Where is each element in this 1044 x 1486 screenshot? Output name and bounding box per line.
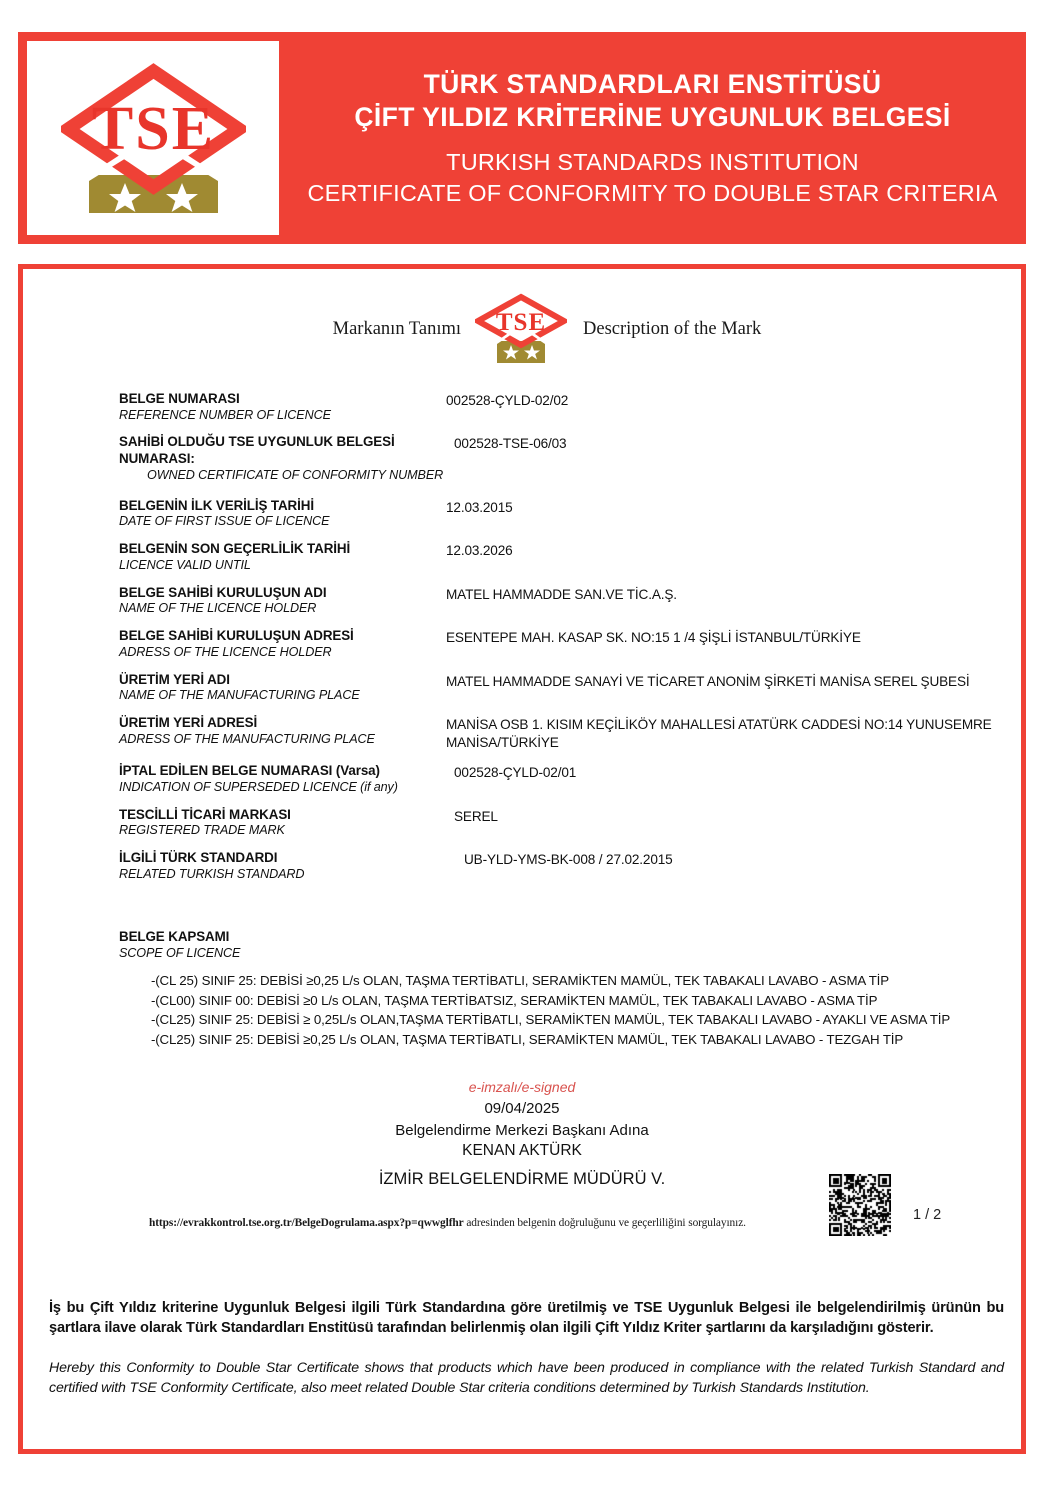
field-label-tr: ÜRETİM YERİ ADRESİ [119, 715, 258, 731]
bottom-notice-turkish: İş bu Çift Yıldız kriterine Uygunluk Belgesi ilgili Türk Standardına göre üretilmiş ve TSE Uygunluk Belgesi ile belgelendirilmiş ürünün bu şartlara ilave olarak Türk Standardları Enstitüsü tarafından belirlenmiş olan ilgili Çift Yıldız Kriter şartlarını da karşıladığını gösterir. [49, 1300, 1004, 1336]
field-label-en: REGISTERED TRADE MARK [119, 823, 285, 838]
field-label-en: INDICATION OF SUPERSEDED LICENCE (if any) [119, 779, 398, 794]
field-label-group [119, 498, 446, 530]
scope-item: -(CL00) SINIF 00: DEBİSİ ≥0 L/s OLAN, TAŞMA TERTİBATSIZ, SERAMİKTEN MAMÜL, TEK TABAKALI LAVABO - ASMA TİP [151, 992, 878, 1008]
field-label-tr: BELGENİN SON GEÇERLİLİK TARİHİ [119, 541, 351, 557]
verification-instruction: adresinden belgenin doğruluğunu ve geçerliliğini sorgulayınız. [463, 1217, 746, 1229]
field-label-group [119, 807, 446, 839]
signature-on-behalf-of: Belgelendirme Merkezi Başkanı Adına [395, 1122, 649, 1139]
field-value: UB-YLD-YMS-BK-008 / 27.02.2015 [464, 851, 673, 867]
field-first-issue-date [119, 498, 999, 530]
field-label-tr: İPTAL EDİLEN BELGE NUMARASI (Varsa) [119, 763, 380, 779]
field-reference-number [119, 391, 999, 423]
field-related-turkish-standard [119, 850, 999, 882]
field-value: 002528-ÇYLD-02/02 [446, 393, 569, 408]
field-label-tr: BELGE SAHİBİ KURULUŞUN ADRESİ [119, 628, 354, 644]
qr-code-icon [829, 1174, 891, 1236]
bottom-notice-english: Hereby this Conformity to Double Star Certificate shows that products which have been produced in compliance with the related Turkish Standard and certified with TSE Conformity Certificate, also meet related Double Star criteria conditions determined by Turkish Standards Institution. [49, 1360, 1004, 1396]
field-label-en: LICENCE VALID UNTIL [119, 557, 251, 572]
mark-label-turkish: Markanın Tanımı [332, 318, 461, 339]
header-title-english-line2: CERTIFICATE OF CONFORMITY TO DOUBLE STAR CRITERIA [307, 179, 998, 206]
field-value: 002528-ÇYLD-02/01 [454, 765, 577, 781]
field-label-group [119, 585, 446, 617]
field-label-group [119, 541, 446, 573]
tse-double-star-mark-icon [475, 293, 567, 365]
field-valid-until [119, 541, 999, 573]
scope-item: -(CL25) SINIF 25: DEBİSİ ≥0,25 L/s OLAN, TAŞMA TERTİBATLI, SERAMİKTEN MAMÜL, TEK TABAKALI LAVABO - TEZGAH TİP [151, 1032, 904, 1048]
field-value: 12.03.2026 [446, 543, 513, 559]
verification-url[interactable]: https://evrakkontrol.tse.org.tr/BelgeDogrulama.aspx?p=qwwglfhr [149, 1217, 464, 1229]
field-label-tr: BELGE SAHİBİ KURULUŞUN ADI [119, 584, 327, 600]
field-label-group [119, 391, 446, 423]
field-value: SEREL [454, 808, 498, 824]
field-label-tr: SAHİBİ OLDUĞU TSE UYGUNLUK BELGESİ NUMARASI: [119, 434, 395, 467]
field-label-en: NAME OF THE MANUFACTURING PLACE [119, 688, 360, 703]
field-value: 12.03.2015 [446, 499, 513, 515]
field-licence-holder-name [119, 585, 999, 617]
field-manufacturing-place-address [119, 715, 999, 752]
scope-item: -(CL 25) SINIF 25: DEBİSİ ≥0,25 L/s OLAN, TAŞMA TERTİBATLI, SERAMİKTEN MAMÜL, TEK TABAKALI LAVABO - ASMA TİP [151, 973, 889, 988]
field-value: MATEL HAMMADDE SAN.VE TİC.A.Ş. [446, 586, 677, 602]
field-label-tr: İLGİLİ TÜRK STANDARDI [119, 849, 278, 865]
field-value: MANİSA OSB 1. KISIM KEÇİLİKÖY MAHALLESİ ATATÜRK CADDESİ NO:14 YUNUSEMRE MANİSA/TÜRKİYE [446, 717, 992, 751]
svg-text:TSE: TSE [495, 309, 547, 336]
scope-item-list [151, 972, 971, 1051]
field-label-en: RELATED TURKISH STANDARD [119, 866, 305, 881]
field-label-group [119, 763, 446, 795]
field-label-group [119, 850, 446, 882]
field-label-group [119, 434, 446, 483]
scope-label-tr: BELGE KAPSAMI [119, 929, 230, 944]
field-label-group [119, 715, 446, 752]
field-label-tr: BELGENİN İLK VERİLİŞ TARİHİ [119, 497, 314, 513]
e-signed-label: e-imzalı/e-signed [468, 1079, 576, 1095]
scope-label-en: SCOPE OF LICENCE [119, 945, 241, 960]
field-label-en: REFERENCE NUMBER OF LICENCE [119, 407, 331, 422]
header-title-turkish-line2: ÇİFT YILDIZ KRİTERİNE UYGUNLUK BELGESİ [354, 102, 951, 133]
bottom-notice [49, 1299, 1004, 1398]
signature-block [23, 1079, 1021, 1189]
mark-description-row [23, 293, 1021, 365]
field-superseded-licence [119, 763, 999, 795]
signatory-title: İZMİR BELGELENDİRME MÜDÜRÜ V. [378, 1170, 666, 1189]
certificate-body [18, 264, 1026, 1454]
header-title-turkish-line1: TÜRK STANDARDLARI ENSTİTÜSÜ [423, 68, 882, 99]
field-value: MATEL HAMMADDE SANAYİ VE TİCARET ANONİM ŞİRKETİ MANİSA SEREL ŞUBESİ [446, 673, 970, 689]
logo-container [27, 41, 279, 235]
field-licence-holder-address [119, 628, 999, 660]
header-title-block [279, 32, 1026, 244]
mark-label-english: Description of the Mark [583, 318, 762, 339]
field-label-en: NAME OF THE LICENCE HOLDER [119, 601, 317, 616]
field-label-tr: BELGE NUMARASI [119, 391, 240, 406]
signature-date: 09/04/2025 [484, 1100, 560, 1117]
field-label-en: ADRESS OF THE LICENCE HOLDER [119, 644, 332, 659]
scope-item: -(CL25) SINIF 25: DEBİSİ ≥ 0,25L/s OLAN,TAŞMA TERTİBATLI, SERAMİKTEN MAMÜL, TEK TABAKALI LAVABO - AYAKLI VE ASMA TİP [151, 1012, 951, 1028]
field-label-en: ADRESS OF THE MANUFACTURING PLACE [119, 731, 375, 746]
verification-line [149, 1217, 809, 1229]
scope-heading [119, 929, 240, 961]
field-value: 002528-TSE-06/03 [454, 436, 567, 452]
field-label-en: OWNED CERTIFICATE OF CONFORMITY NUMBER [147, 467, 444, 482]
field-value: ESENTEPE MAH. KASAP SK. NO:15 1 /4 ŞİŞLİ İSTANBUL/TÜRKİYE [446, 630, 861, 646]
field-manufacturing-place-name [119, 672, 999, 704]
field-label-group [119, 672, 446, 704]
signatory-name: KENAN AKTÜRK [462, 1141, 582, 1159]
field-label-en: DATE OF FIRST ISSUE OF LICENCE [119, 514, 330, 529]
header-title-english-line1: TURKISH STANDARDS INSTITUTION [446, 149, 859, 176]
certificate-header-banner [18, 32, 1026, 244]
field-label-tr: ÜRETİM YERİ ADI [119, 671, 230, 687]
tse-double-star-logo-icon [61, 63, 246, 213]
field-registered-trade-mark [119, 807, 999, 839]
certificate-fields [119, 391, 999, 893]
field-label-group [119, 628, 446, 660]
qr-code-canvas [829, 1174, 891, 1236]
page-number: 1 / 2 [913, 1207, 942, 1223]
field-label-tr: TESCİLLİ TİCARİ MARKASI [119, 806, 291, 822]
svg-text:TSE: TSE [91, 95, 215, 163]
field-owned-certificate-number [119, 434, 999, 483]
